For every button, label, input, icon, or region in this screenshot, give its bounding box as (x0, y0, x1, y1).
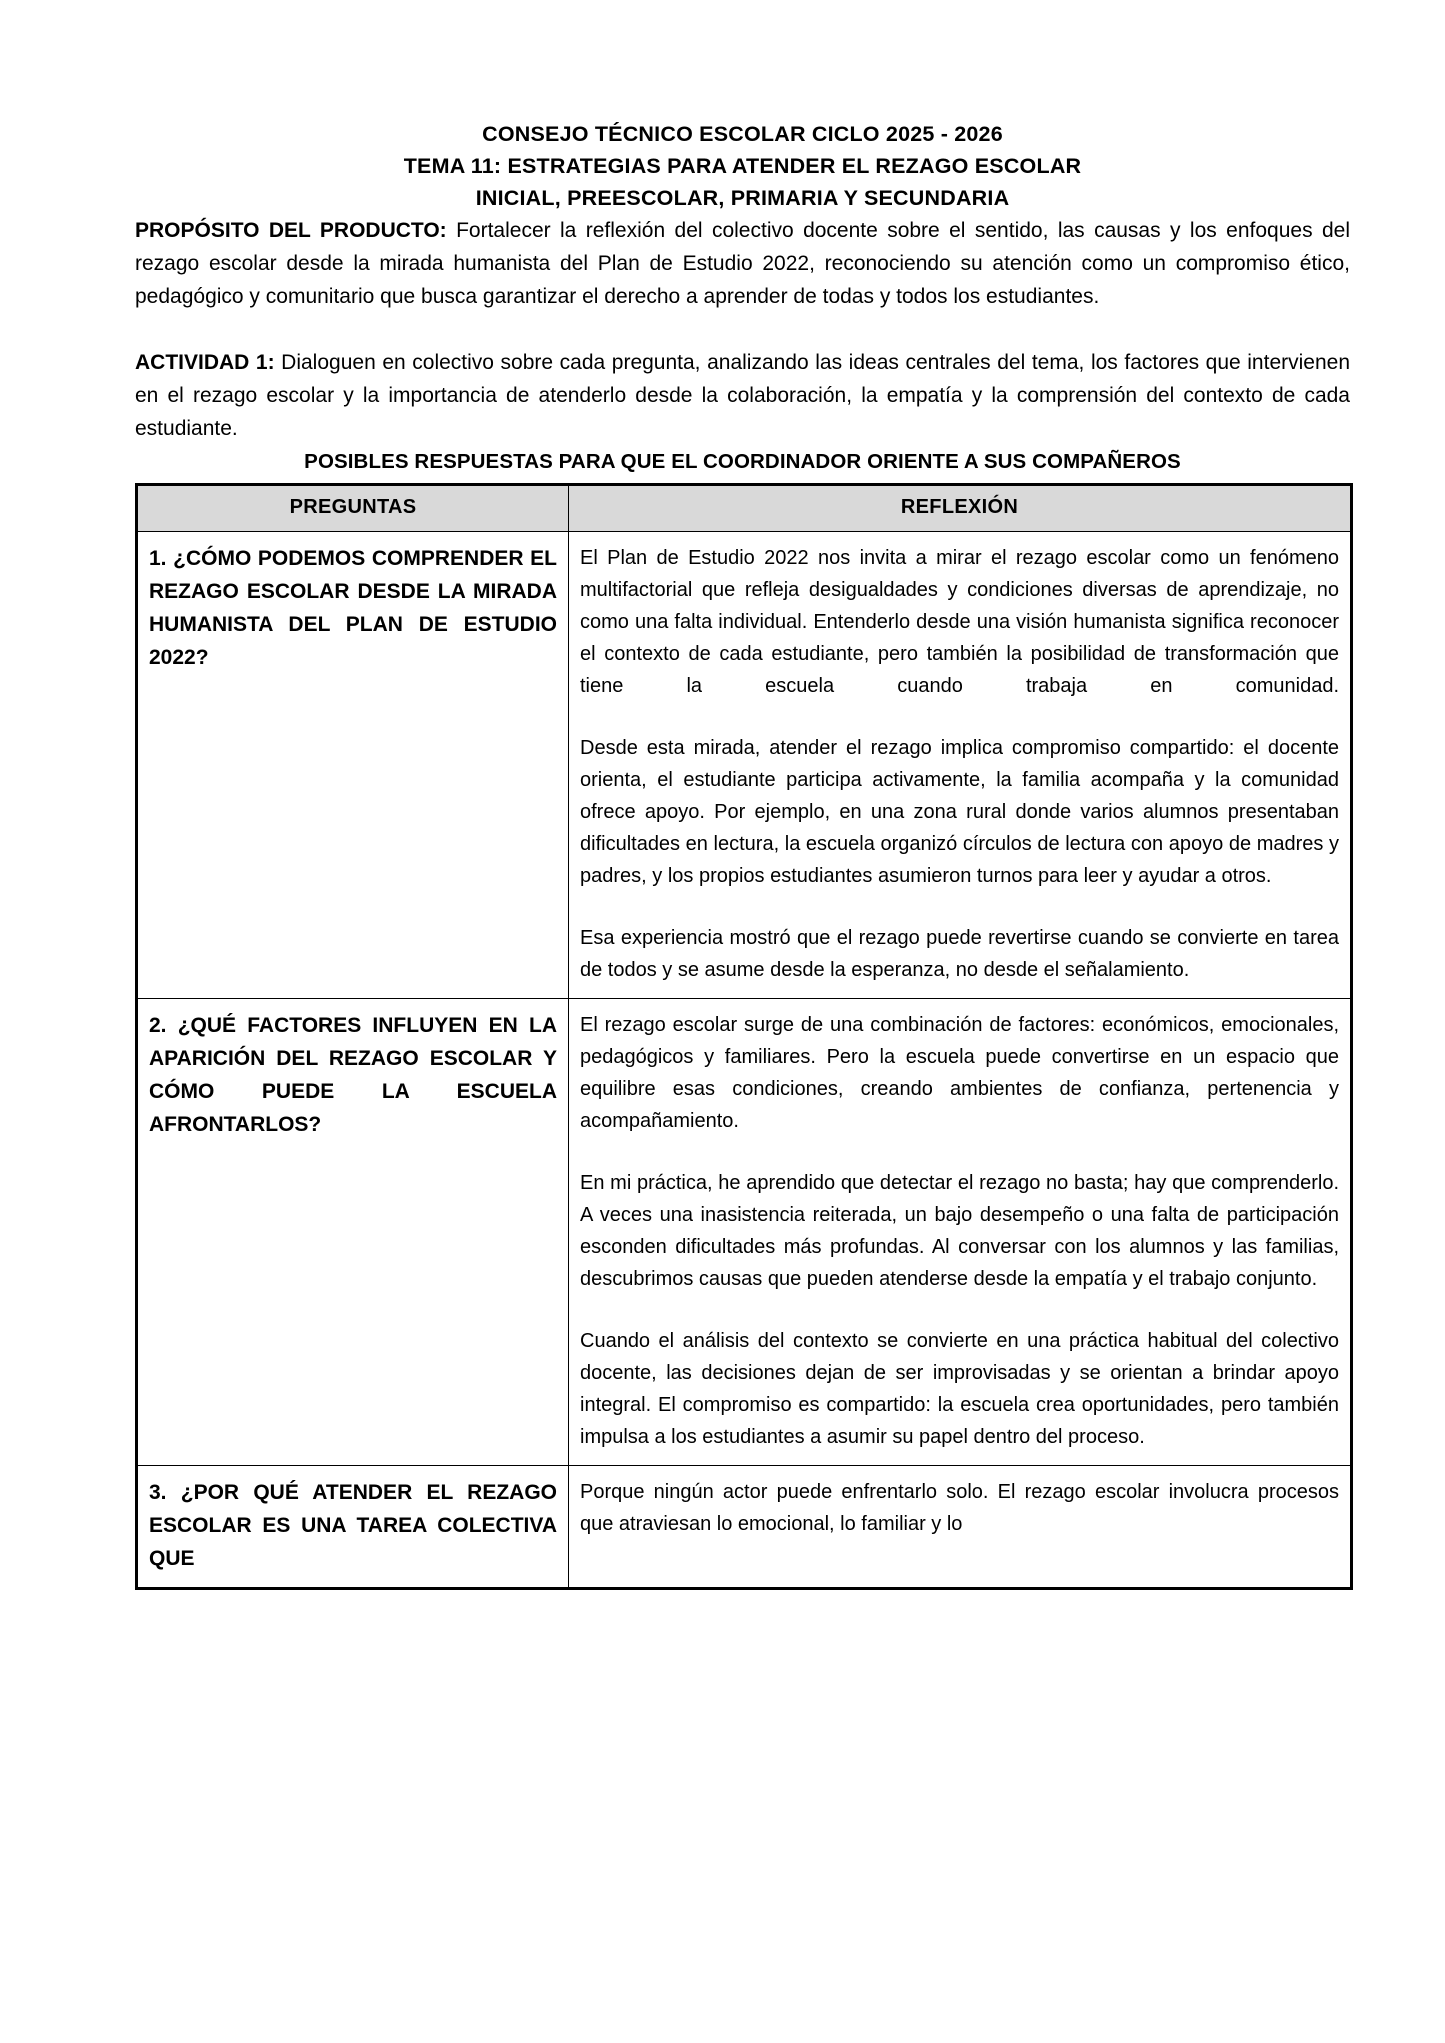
questions-reflection-table (135, 483, 1353, 1590)
activity-subtitle: POSIBLES RESPUESTAS PARA QUE EL COORDINADOR ORIENTE A SUS COMPAÑEROS (304, 450, 1181, 473)
question-cell (137, 532, 569, 999)
column-header-reflexion: REFLEXIÓN (569, 485, 1352, 532)
table-row (137, 999, 1352, 1466)
purpose-paragraph (135, 214, 1350, 313)
activity-paragraph (135, 346, 1350, 445)
reflection-cell (569, 999, 1352, 1466)
reflection-paragraph: El Plan de Estudio 2022 nos invita a mirar el rezago escolar como un fenómeno multifactorial que refleja desigualdades y condiciones diversas de aprendizaje, no como una falta individual. Entenderlo desde una visión humanista significa reconocer el contexto de cada estudiante, pero también la posibilidad de transformación que tiene la escuela cuando trabaja en comunidad. (580, 547, 1339, 697)
column-header-preguntas: PREGUNTAS (137, 485, 569, 532)
question-text: 1. ¿CÓMO PODEMOS COMPRENDER EL REZAGO ESCOLAR DESDE LA MIRADA HUMANISTA DEL PLAN DE ESTUDIO 2022? (149, 547, 557, 669)
reflection-paragraph: Esa experiencia mostró que el rezago puede revertirse cuando se convierte en tarea de todos y se asume desde la esperanza, no desde el señalamiento. (580, 927, 1339, 981)
table-row (137, 532, 1352, 999)
header-line-3: INICIAL, PREESCOLAR, PRIMARIA Y SECUNDARIA (475, 186, 1010, 210)
question-cell (137, 1466, 569, 1589)
paragraph-spacer (135, 313, 1350, 346)
activity-text: Dialoguen en colectivo sobre cada pregunta, analizando las ideas centrales del tema, los factores que intervienen en el rezago escolar y la importancia de atenderlo desde la colaboración, la empatía y la comprensión del contexto de cada estudiante. (135, 351, 1350, 440)
question-cell (137, 999, 569, 1466)
reflection-paragraph: Porque ningún actor puede enfrentarlo solo. El rezago escolar involucra procesos que atraviesan lo emocional, lo familiar y lo (580, 1481, 1339, 1535)
activity-label: ACTIVIDAD 1: (135, 351, 275, 374)
table-header-row (137, 485, 1352, 532)
table-row (137, 1466, 1352, 1589)
reflection-cell (569, 532, 1352, 999)
reflection-cell (569, 1466, 1352, 1589)
purpose-label: PROPÓSITO DEL PRODUCTO: (135, 219, 447, 242)
reflection-paragraph: El rezago escolar surge de una combinación de factores: económicos, emocionales, pedagógicos y familiares. Pero la escuela puede convertirse en un espacio que equilibre esas condiciones, creando ambientes de confianza, pertenencia y acompañamiento. (580, 1014, 1339, 1132)
reflection-paragraph: Desde esta mirada, atender el rezago implica compromiso compartido: el docente orienta, el estudiante participa activamente, la familia acompaña y la comunidad ofrece apoyo. Por ejemplo, en una zona rural donde varios alumnos presentaban dificultades en lectura, la escuela organizó círculos de lectura con apoyo de madres y padres, y los propios estudiantes asumieron turnos para leer y ayudar a otros. (580, 737, 1339, 887)
purpose-text: Fortalecer la reflexión del colectivo docente sobre el sentido, las causas y los enfoques del rezago escolar desde la mirada humanista del Plan de Estudio 2022, reconociendo su atención como un compromiso ético, pedagógico y comunitario que busca garantizar el derecho a aprender de todas y todos los estudiantes. (135, 219, 1350, 308)
header-line-1: CONSEJO TÉCNICO ESCOLAR CICLO 2025 - 2026 (482, 122, 1003, 146)
question-text: 3. ¿POR QUÉ ATENDER EL REZAGO ESCOLAR ES UNA TAREA COLECTIVA QUE (149, 1481, 557, 1570)
header-line-2: TEMA 11: ESTRATEGIAS PARA ATENDER EL REZAGO ESCOLAR (403, 154, 1082, 178)
question-text: 2. ¿QUÉ FACTORES INFLUYEN EN LA APARICIÓN DEL REZAGO ESCOLAR Y CÓMO PUEDE LA ESCUELA AFRONTARLOS? (149, 1014, 557, 1136)
document-header (135, 118, 1350, 214)
table-body (137, 532, 1352, 1589)
reflection-paragraph: En mi práctica, he aprendido que detectar el rezago no basta; hay que comprenderlo. A veces una inasistencia reiterada, un bajo desempeño o una falta de participación esconden dificultades más profundas. Al conversar con los alumnos y las familias, descubrimos causas que pueden atenderse desde la empatía y el trabajo conjunto. (580, 1172, 1339, 1290)
reflection-paragraph: Cuando el análisis del contexto se convierte en una práctica habitual del colectivo docente, las decisiones dejan de ser improvisadas y se orientan a brindar apoyo integral. El compromiso es compartido: la escuela crea oportunidades, pero también impulsa a los estudiantes a asumir su papel dentro del proceso. (580, 1330, 1339, 1448)
